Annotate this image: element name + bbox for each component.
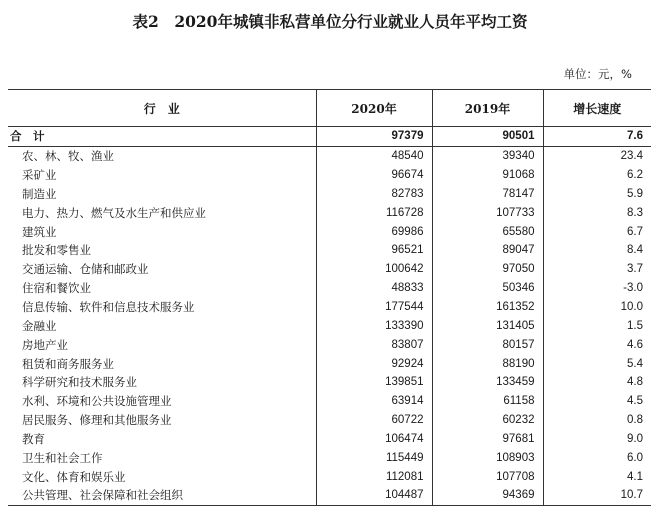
growth-rate: 5.9 [543,185,651,204]
table-row [8,203,651,222]
table-row [8,185,651,204]
table-row [8,467,651,486]
industry-name: 金融业 [22,318,57,333]
table-row [8,430,651,449]
growth-rate: 10.7 [543,486,651,505]
header-industry: 行 业 [8,90,316,127]
growth-rate: 5.4 [543,354,651,373]
value-2019: 97050 [432,260,543,279]
table-row [8,298,651,317]
industry-name: 公共管理、社会保障和社会组织 [8,486,316,505]
value-2020: 133390 [316,316,432,335]
value-2020: 82783 [316,185,432,204]
value-2020: 112081 [316,467,432,486]
value-2020: 92924 [316,354,432,373]
value-2019: 39340 [432,146,543,165]
unit-note: 单位：元，% [563,67,632,81]
total-2020: 97379 [316,127,432,147]
table-title: 表2 2020年城镇非私营单位分行业就业人员年平均工资 [132,12,528,31]
table-row [8,316,651,335]
total-row [8,127,651,147]
growth-rate: 8.3 [543,203,651,222]
table-row [8,392,651,411]
value-2020: 100642 [316,260,432,279]
value-2019: 80157 [432,335,543,354]
value-2020: 104487 [316,486,432,505]
value-2019: 50346 [432,279,543,298]
industry-name: 文化、体育和娱乐业 [22,469,126,484]
value-2019: 88190 [432,354,543,373]
industry-name: 居民服务、修理和其他服务业 [22,413,172,428]
header-growth: 增长速度 [543,90,651,127]
table-row [8,411,651,430]
industry-name: 交通运输、仓储和邮政业 [22,262,149,277]
table-row [8,335,651,354]
value-2019: 65580 [432,222,543,241]
value-2019: 60232 [432,411,543,430]
value-2019: 108903 [432,448,543,467]
table-row [8,486,651,505]
growth-rate: 9.0 [543,430,651,449]
value-2020: 116728 [316,203,432,222]
table-row [8,222,651,241]
value-2019: 61158 [432,392,543,411]
table-row [8,260,651,279]
growth-rate: 6.0 [543,448,651,467]
value-2019: 161352 [432,298,543,317]
industry-name: 科学研究和技术服务业 [22,375,137,390]
industry-name: 制造业 [22,186,57,201]
value-2020: 177544 [316,298,432,317]
growth-rate: 1.5 [543,316,651,335]
growth-rate: 10.0 [543,298,651,317]
value-2020: 63914 [316,392,432,411]
table-row [8,241,651,260]
growth-rate: 3.7 [543,260,651,279]
value-2020: 139851 [316,373,432,392]
header-row [8,90,651,127]
industry-name: 农、林、牧、渔业 [22,149,114,164]
total-2019: 90501 [432,127,543,147]
value-2020: 115449 [316,448,432,467]
value-2019: 131405 [432,316,543,335]
industry-name: 信息传输、软件和信息技术服务业 [22,300,195,315]
table-row [8,146,651,165]
industry-name: 建筑业 [22,224,57,239]
industry-name: 采矿业 [22,168,57,183]
value-2019: 89047 [432,241,543,260]
industry-name: 教育 [22,431,45,446]
industry-name: 房地产业 [22,337,68,352]
header-2019: 2019年 [432,90,543,127]
value-2020: 48540 [316,146,432,165]
table-row [8,448,651,467]
header-2020: 2020年 [316,90,432,127]
growth-rate: 4.6 [543,335,651,354]
table-row [8,373,651,392]
value-2020: 60722 [316,411,432,430]
industry-name: 租赁和商务服务业 [22,356,114,371]
table-row [8,166,651,185]
value-2020: 83807 [316,335,432,354]
growth-rate: 4.5 [543,392,651,411]
value-2019: 78147 [432,185,543,204]
value-2019: 133459 [432,373,543,392]
table-row [8,354,651,373]
value-2020: 96674 [316,166,432,185]
total-growth: 7.6 [543,127,651,147]
value-2019: 107733 [432,203,543,222]
growth-rate: 0.8 [543,411,651,430]
value-2019: 97681 [432,430,543,449]
value-2019: 91068 [432,166,543,185]
value-2019: 107708 [432,467,543,486]
table-row [8,279,651,298]
total-label: 合 计 [10,129,45,144]
growth-rate: -3.0 [543,279,651,298]
value-2020: 106474 [316,430,432,449]
growth-rate: 8.4 [543,241,651,260]
growth-rate: 6.7 [543,222,651,241]
value-2020: 69986 [316,222,432,241]
industry-name: 电力、热力、燃气及水生产和供应业 [22,205,206,220]
growth-rate: 4.1 [543,467,651,486]
value-2020: 48833 [316,279,432,298]
value-2019: 94369 [432,486,543,505]
industry-name: 住宿和餐饮业 [22,281,91,296]
wage-table [8,89,651,506]
industry-name: 卫生和社会工作 [22,450,103,465]
growth-rate: 4.8 [543,373,651,392]
value-2020: 96521 [316,241,432,260]
growth-rate: 6.2 [543,166,651,185]
industry-name: 批发和零售业 [22,243,91,258]
industry-name: 水利、环境和公共设施管理业 [22,394,172,409]
growth-rate: 23.4 [543,146,651,165]
